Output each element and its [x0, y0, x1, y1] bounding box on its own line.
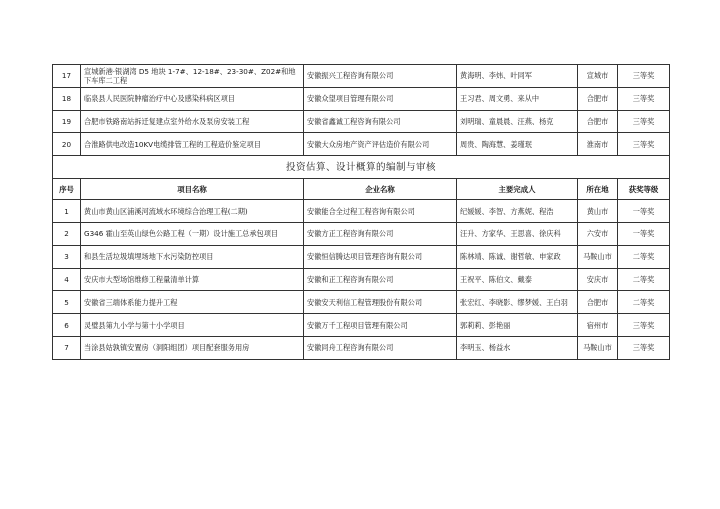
cell-award: 三等奖 [618, 87, 670, 110]
cell-no: 6 [53, 314, 81, 337]
cell-company: 安徽方正工程咨询有限公司 [304, 222, 457, 245]
cell-award: 二等奖 [618, 245, 670, 268]
cell-project: 宣城新港·银湖湾 D5 地块 1-7#、12-18#、23-30#、Z02#和地下车库二工程 [81, 65, 304, 88]
cell-location: 安庆市 [578, 268, 618, 291]
cell-people: 陈林靖、陈诚、谢哲敏、申家政 [457, 245, 578, 268]
table-row [53, 87, 670, 110]
awards-table [52, 64, 670, 360]
cell-company: 安徽万千工程项目管理有限公司 [304, 314, 457, 337]
cell-project: 合肥市铁路南站拆迁复建点室外给水及泵房安装工程 [81, 110, 304, 133]
cell-no: 18 [53, 87, 81, 110]
cell-people: 黄海明、李炜、叶同军 [457, 65, 578, 88]
document-page [52, 64, 669, 360]
table-row [53, 133, 670, 156]
cell-award: 三等奖 [618, 314, 670, 337]
cell-project: G346 霍山至英山绿色公路工程（一期）设计施工总承包项目 [81, 222, 304, 245]
cell-award: 一等奖 [618, 222, 670, 245]
cell-people: 纪媛媛、李智、方燕妮、程浩 [457, 200, 578, 223]
cell-company: 安徽省鑫诚工程咨询有限公司 [304, 110, 457, 133]
cell-location: 合肥市 [578, 291, 618, 314]
section-title: 投资估算、设计概算的编制与审核 [53, 156, 670, 179]
cell-award: 三等奖 [618, 110, 670, 133]
cell-people: 王习君、周文勇、来从中 [457, 87, 578, 110]
cell-company: 安徽恒信腾达项目管理咨询有限公司 [304, 245, 457, 268]
header-people: 主要完成人 [457, 179, 578, 200]
cell-location: 六安市 [578, 222, 618, 245]
cell-location: 合肥市 [578, 87, 618, 110]
cell-no: 17 [53, 65, 81, 88]
cell-location: 黄山市 [578, 200, 618, 223]
cell-project: 当涂县姑孰镇安置房（洞阳组团）项目配套服务用房 [81, 336, 304, 359]
cell-project: 和县生活垃圾填埋场地下水污染防控项目 [81, 245, 304, 268]
cell-award: 三等奖 [618, 133, 670, 156]
table-row [53, 245, 670, 268]
cell-project: 灵璧县第九小学与第十小学项目 [81, 314, 304, 337]
cell-company: 安徽大众房地产资产评估造价有限公司 [304, 133, 457, 156]
cell-location: 马鞍山市 [578, 336, 618, 359]
cell-project: 合淮路供电改造10KV电缆排管工程的工程造价鉴定项目 [81, 133, 304, 156]
cell-award: 二等奖 [618, 268, 670, 291]
cell-no: 3 [53, 245, 81, 268]
table-row [53, 65, 670, 88]
cell-people: 汪升、方家华、王思喜、徐庆科 [457, 222, 578, 245]
cell-no: 20 [53, 133, 81, 156]
header-location: 所在地 [578, 179, 618, 200]
table-header-row [53, 179, 670, 200]
cell-people: 李明玉、杨益水 [457, 336, 578, 359]
cell-no: 5 [53, 291, 81, 314]
cell-people: 周贵、陶海慧、姜瑾珉 [457, 133, 578, 156]
table-row [53, 291, 670, 314]
cell-people: 王祝平、陈伯文、戴泰 [457, 268, 578, 291]
header-project: 项目名称 [81, 179, 304, 200]
cell-award: 二等奖 [618, 291, 670, 314]
cell-project: 安庆市大型场馆维修工程量清单计算 [81, 268, 304, 291]
cell-project: 黄山市黄山区浦溪河流域水环境综合治理工程(二期) [81, 200, 304, 223]
header-award: 获奖等级 [618, 179, 670, 200]
cell-people: 郭莉莉、彭艳丽 [457, 314, 578, 337]
cell-no: 4 [53, 268, 81, 291]
cell-no: 19 [53, 110, 81, 133]
cell-location: 宿州市 [578, 314, 618, 337]
cell-project: 临泉县人民医院肿瘤治疗中心及感染科病区项目 [81, 87, 304, 110]
cell-people: 张宏红、李晓影、缪梦媛、王白羽 [457, 291, 578, 314]
cell-company: 安徽和正工程咨询有限公司 [304, 268, 457, 291]
cell-company: 安徽振兴工程咨询有限公司 [304, 65, 457, 88]
table-row [53, 336, 670, 359]
table-row [53, 200, 670, 223]
cell-no: 7 [53, 336, 81, 359]
section-title-row [53, 156, 670, 179]
cell-award: 三等奖 [618, 65, 670, 88]
cell-company: 安徽众望项目管理有限公司 [304, 87, 457, 110]
header-no: 序号 [53, 179, 81, 200]
cell-no: 1 [53, 200, 81, 223]
cell-company: 安徽安天利信工程管理股份有限公司 [304, 291, 457, 314]
cell-no: 2 [53, 222, 81, 245]
cell-location: 合肥市 [578, 110, 618, 133]
cell-company: 安徽同舟工程咨询有限公司 [304, 336, 457, 359]
table-row [53, 314, 670, 337]
cell-location: 马鞍山市 [578, 245, 618, 268]
table-row [53, 268, 670, 291]
cell-project: 安徽省三端体系能力提升工程 [81, 291, 304, 314]
cell-location: 淮南市 [578, 133, 618, 156]
cell-people: 刘明瑞、童晨晨、汪燕、杨克 [457, 110, 578, 133]
cell-award: 三等奖 [618, 336, 670, 359]
header-company: 企业名称 [304, 179, 457, 200]
cell-location: 宣城市 [578, 65, 618, 88]
table-row [53, 110, 670, 133]
table-row [53, 222, 670, 245]
cell-company: 安徽能合全过程工程咨询有限公司 [304, 200, 457, 223]
cell-award: 一等奖 [618, 200, 670, 223]
